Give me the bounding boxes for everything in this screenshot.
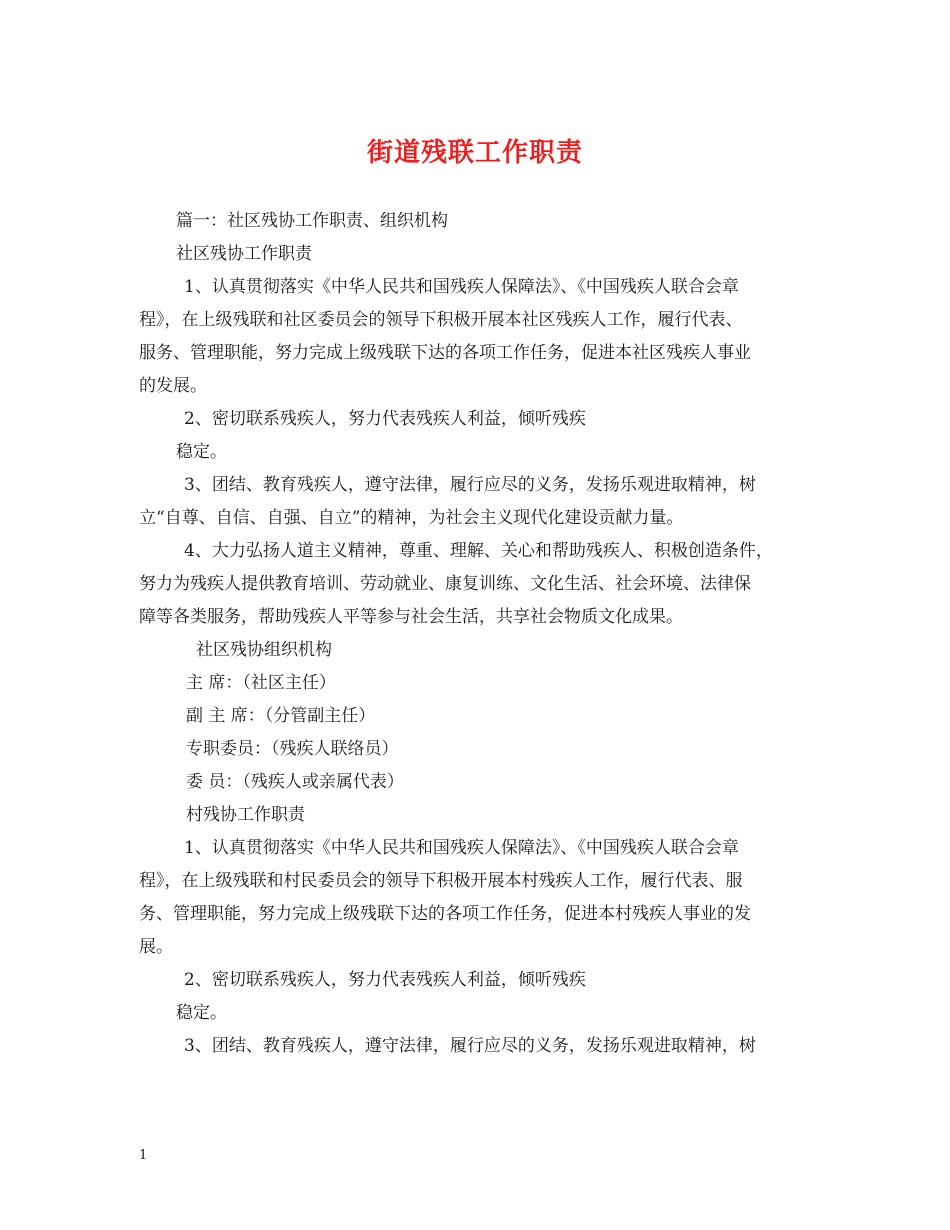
paragraph-line: 4、大力弘扬人道主义精神，尊重、理解、关心和帮助残疾人、积极创造条件， bbox=[184, 541, 773, 561]
org-vice-chair: 副 主 席：（分管副主任） bbox=[186, 706, 376, 726]
paragraph-line: 服务、管理职能，努力完成上级残联下达的各项工作任务，促进本社区残疾人事业 bbox=[139, 343, 751, 363]
paragraph-line: 努力为残疾人提供教育培训、劳动就业、康复训练、文化生活、社会环境、法律保 bbox=[139, 574, 751, 594]
page-number: 1 bbox=[139, 1148, 148, 1163]
document-body bbox=[139, 205, 819, 1063]
paragraph-line: 1、认真贯彻落实《中华人民共和国残疾人保障法》、《中国残疾人联合会章 bbox=[184, 277, 739, 297]
section-title-community-duties: 社区残协工作职责 bbox=[176, 244, 312, 264]
paragraph-line: 3、团结、教育残疾人，遵守法律，履行应尽的义务，发扬乐观进取精神，树 bbox=[184, 1036, 756, 1056]
paragraph-line: 务、管理职能，努力完成上级残联下达的各项工作任务，促进本村残疾人事业的发 bbox=[139, 904, 751, 924]
paragraph-line: 1、认真贯彻落实《中华人民共和国残疾人保障法》、《中国残疾人联合会章 bbox=[184, 838, 739, 858]
org-member: 委 员：（残疾人或亲属代表） bbox=[186, 772, 404, 792]
section-title-community-org: 社区残协组织机构 bbox=[196, 640, 332, 660]
document-title: 街道残联工作职责 bbox=[366, 138, 583, 168]
paragraph-line: 稳定。 bbox=[176, 442, 227, 462]
paragraph-line: 2、密切联系残疾人，努力代表残疾人利益，倾听残疾 bbox=[184, 970, 586, 990]
paragraph-line: 3、团结、教育残疾人，遵守法律，履行应尽的义务，发扬乐观进取精神，树 bbox=[184, 475, 756, 495]
section-title-village-duties: 村残协工作职责 bbox=[186, 805, 305, 825]
paragraph-line: 稳定。 bbox=[176, 1003, 227, 1023]
paragraph-line: 展。 bbox=[139, 937, 173, 957]
paragraph-line: 的发展。 bbox=[139, 376, 207, 396]
org-chair: 主 席：（社区主任） bbox=[186, 673, 336, 693]
paragraph-line: 程》，在上级残联和社区委员会的领导下积极开展本社区残疾人工作，履行代表、 bbox=[139, 310, 743, 330]
heading-part-one: 篇一：社区残协工作职责、组织机构 bbox=[176, 211, 448, 231]
paragraph-line: 2、密切联系残疾人，努力代表残疾人利益，倾听残疾 bbox=[184, 409, 586, 429]
org-fulltime-member: 专职委员：（残疾人联络员） bbox=[186, 739, 399, 759]
paragraph-line: 立“自尊、自信、自强、自立”的精神，为社会主义现代化建设贡献力量。 bbox=[139, 508, 684, 528]
paragraph-line: 障等各类服务，帮助残疾人平等参与社会生活，共享社会物质文化成果。 bbox=[139, 607, 683, 627]
paragraph-line: 程》，在上级残联和村民委员会的领导下积极开展本村残疾人工作，履行代表、服 bbox=[139, 871, 743, 891]
